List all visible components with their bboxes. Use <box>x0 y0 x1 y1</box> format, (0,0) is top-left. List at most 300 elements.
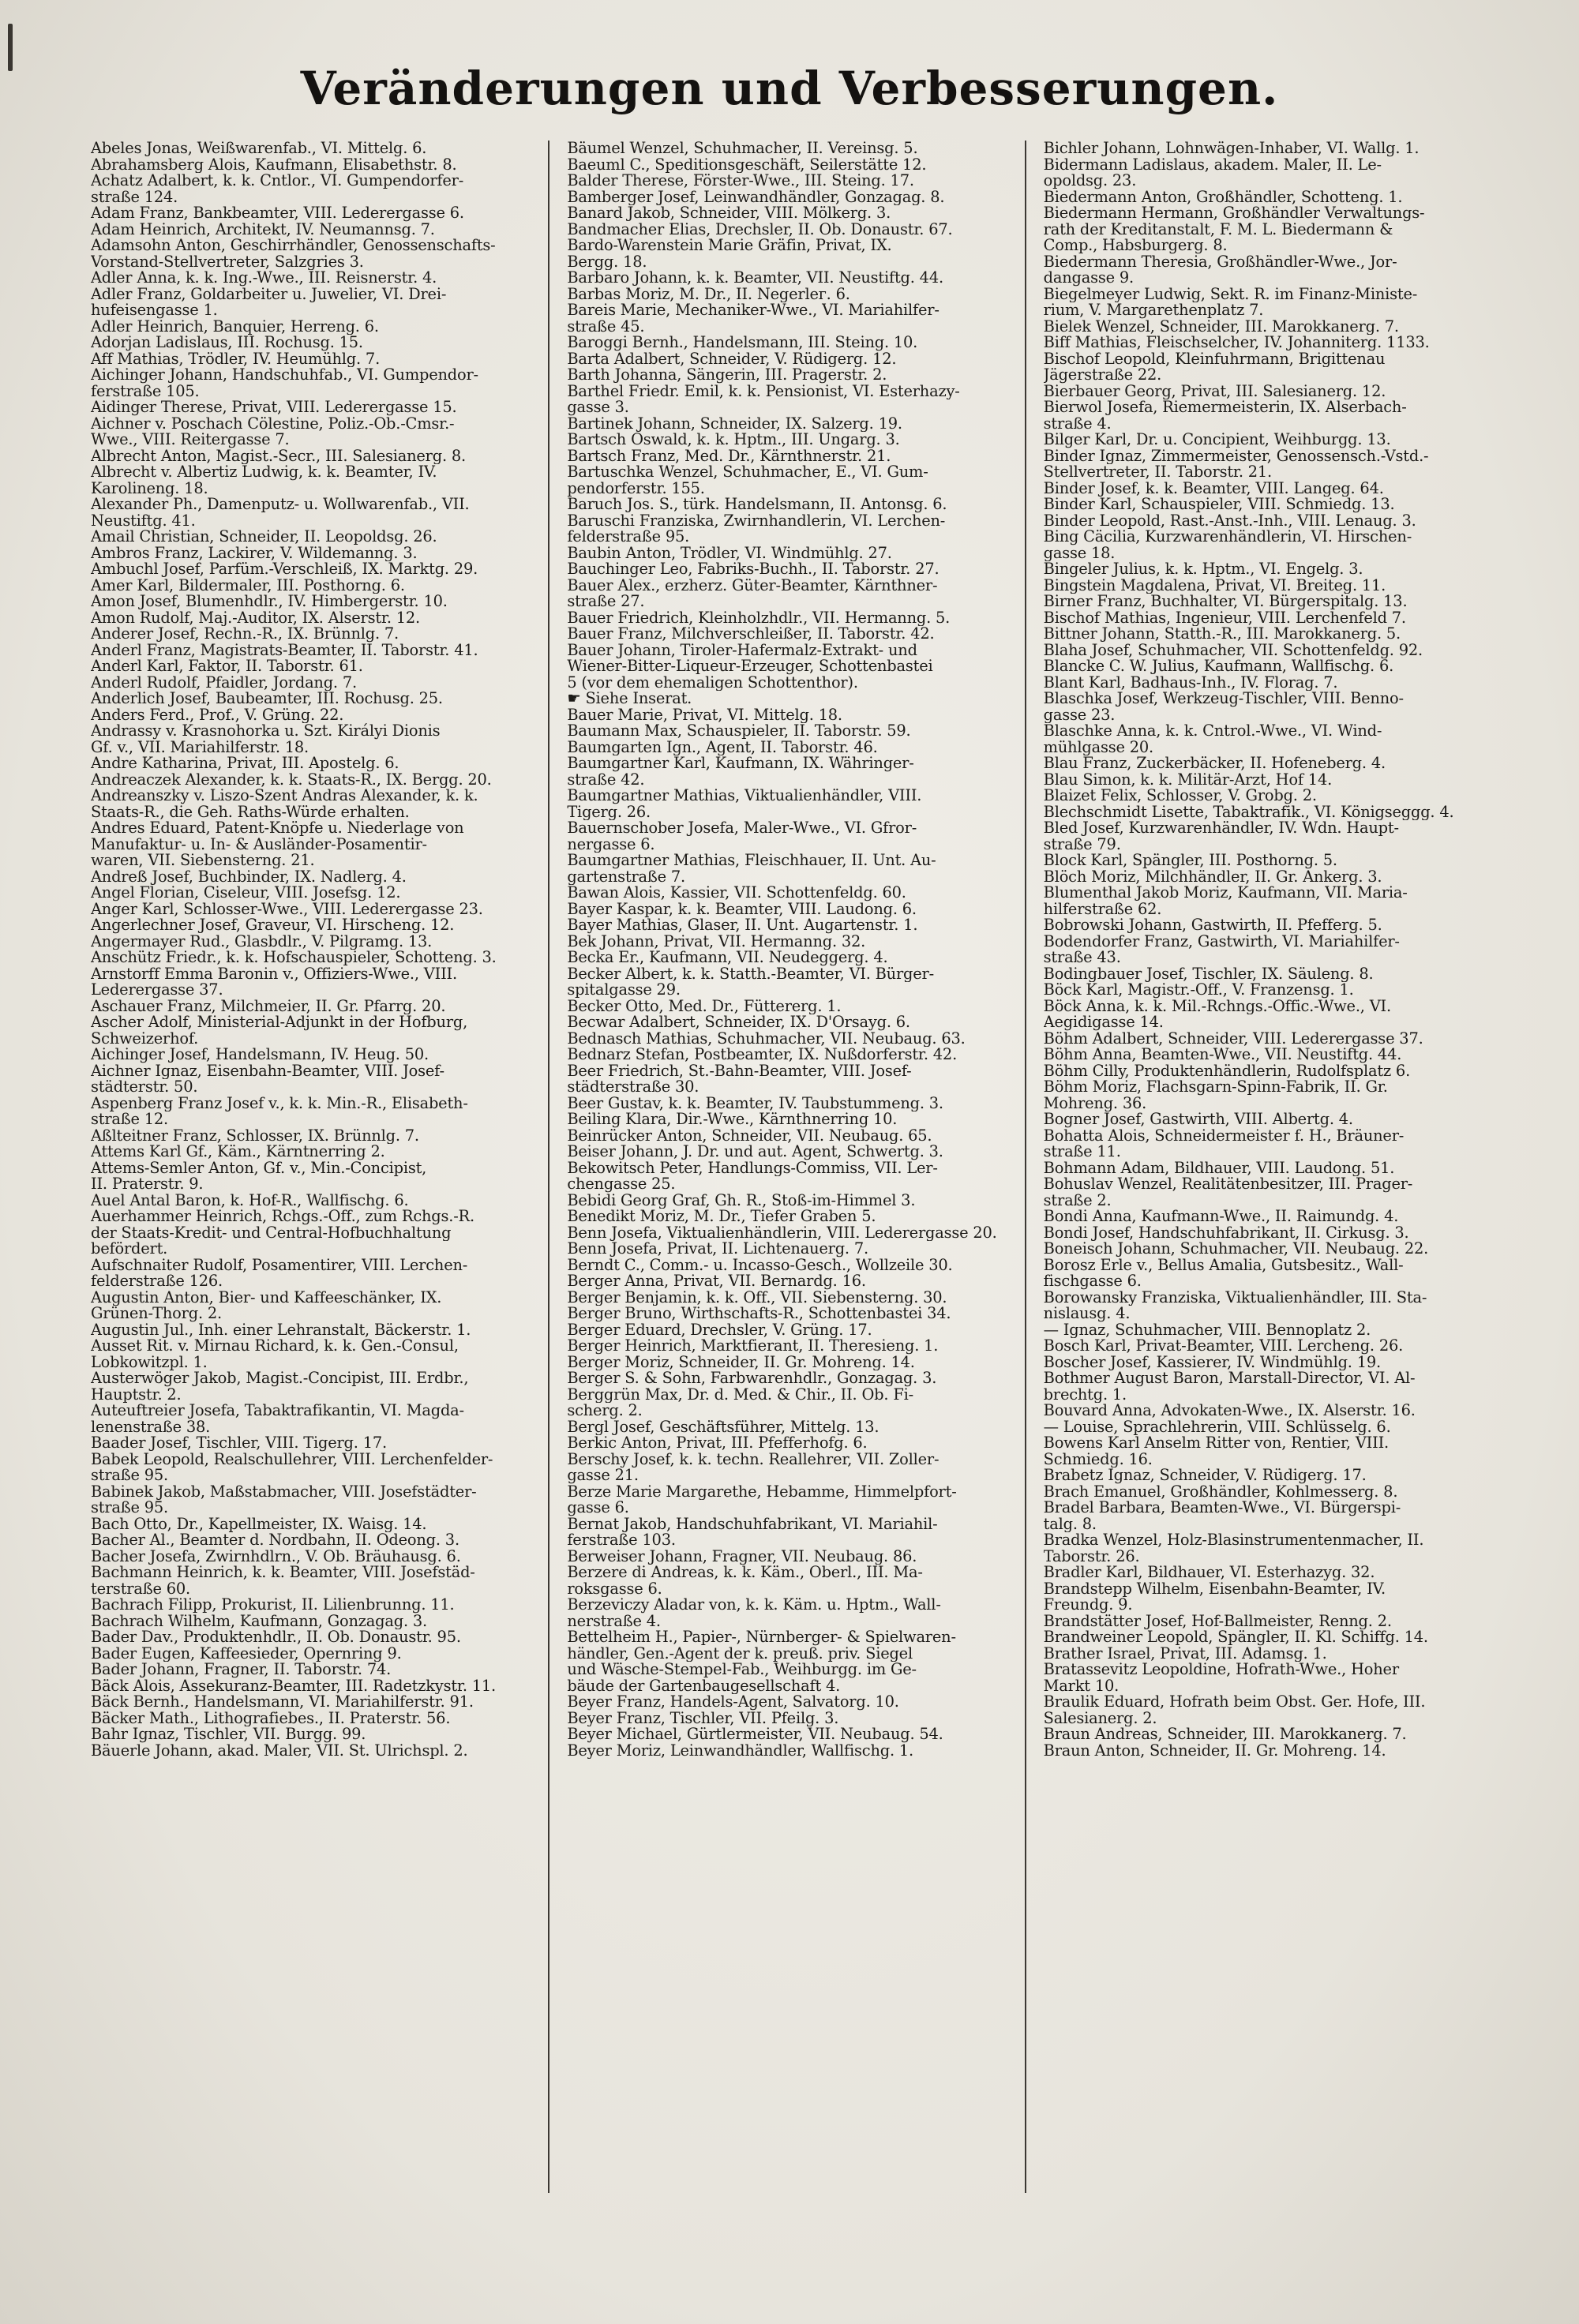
directory-line: Aichner v. Poschach Cölestine, Poliz.-Ob.-Cmsr.- <box>91 415 455 432</box>
directory-line: Berger Benjamin, k. k. Off., VII. Siebensterng. 30. <box>567 1289 947 1306</box>
directory-line: Böck Karl, Magistr.-Off., V. Franzensg. 1. <box>1043 982 1354 999</box>
directory-line: Amer Karl, Bildermaler, III. Posthorng. 6. <box>91 577 405 594</box>
directory-line: Albrecht v. Albertiz Ludwig, k. k. Beamter, IV. <box>91 464 437 481</box>
directory-line: Bled Josef, Kurzwarenhändler, IV. Wdn. Haupt- <box>1043 820 1399 837</box>
directory-line: Beyer Franz, Handels-Agent, Salvatorg. 10. <box>567 1694 899 1711</box>
directory-line: Berger Heinrich, Marktfierant, II. Theresieng. 1. <box>567 1338 939 1355</box>
directory-line: Brather Israel, Privat, III. Adamsg. 1. <box>1043 1645 1327 1662</box>
directory-line: gasse 3. <box>567 399 629 416</box>
directory-line: Berggrün Max, Dr. d. Med. & Chir., II. Ob. Fi- <box>567 1386 913 1403</box>
directory-line: Braun Andreas, Schneider, III. Marokkanerg. 7. <box>1043 1726 1407 1743</box>
directory-line: Abeles Jonas, Weißwarenfab., VI. Mittelg. 6. <box>91 141 427 157</box>
directory-line: Augustin Jul., Inh. einer Lehranstalt, Bäckerstr. 1. <box>91 1321 471 1338</box>
directory-line: Auel Antal Baron, k. Hof-R., Wallfischg. 6. <box>91 1192 409 1209</box>
directory-line: Anger Karl, Schlosser-Wwe., VIII. Lederergasse 23. <box>91 901 483 917</box>
directory-line: Baruch Jos. S., türk. Handelsmann, II. Antonsg. 6. <box>567 497 947 513</box>
directory-line: Berzeviczy Aladar von, k. k. Käm. u. Hptm., Wall- <box>567 1597 941 1614</box>
directory-line: gartenstraße 7. <box>567 868 685 885</box>
directory-line: Bacher Josefa, Zwirnhdlrn., V. Ob. Bräuhausg. 6. <box>91 1548 461 1565</box>
directory-line: Binder Ignaz, Zimmermeister, Genossensch.-Vstd.- <box>1043 448 1429 464</box>
directory-line: straße 124. <box>91 189 178 205</box>
directory-line: Ambuchl Josef, Parfüm.-Verschleiß, IX. Marktg. 29. <box>91 561 478 578</box>
directory-line: Bohuslav Wenzel, Realitätenbesitzer, III. Prager- <box>1043 1176 1413 1193</box>
directory-line: Barbaro Johann, k. k. Beamter, VII. Neustiftg. 44. <box>567 270 943 287</box>
directory-line: Wwe., VIII. Reitergasse 7. <box>91 432 290 448</box>
directory-line: chengasse 25. <box>567 1176 676 1193</box>
directory-line: straße 43. <box>1043 950 1121 966</box>
page-title: Veränderungen und Verbesserungen. <box>300 62 1279 115</box>
directory-line: Becwar Adalbert, Schneider, IX. D'Orsayg. 6. <box>567 1014 910 1031</box>
directory-line: Ausset Rit. v. Mirnau Richard, k. k. Gen.-Consul, <box>91 1338 459 1355</box>
directory-line: Bahr Ignaz, Tischler, VII. Burgg. 99. <box>91 1726 366 1743</box>
directory-line: Beyer Michael, Gürtlermeister, VII. Neubaug. 54. <box>567 1726 943 1743</box>
directory-line: Bingstein Magdalena, Privat, VI. Breiteg. 11. <box>1043 577 1386 594</box>
directory-line: Baumgarten Ign., Agent, II. Taborstr. 46. <box>567 739 878 755</box>
directory-line: Binder Karl, Schauspieler, VIII. Schmiedg. 13. <box>1043 497 1395 513</box>
directory-line: Anderl Karl, Faktor, II. Taborstr. 61. <box>91 658 363 675</box>
directory-line: Angermayer Rud., Glasbdlr., V. Pilgramg. 13. <box>91 933 433 950</box>
directory-line: Auteuftreier Josefa, Tabaktrafikantin, VI. Magda- <box>91 1403 464 1419</box>
directory-line: II. Praterstr. 9. <box>91 1176 204 1193</box>
directory-line: Bobrowski Johann, Gastwirth, II. Pfefferg. 5. <box>1043 917 1382 934</box>
directory-line: Andres Eduard, Patent-Knöpfe u. Niederlage von <box>91 820 464 837</box>
directory-line: Berger Moriz, Schneider, II. Gr. Mohreng. 14. <box>567 1354 915 1370</box>
directory-line: Blau Franz, Zuckerbäcker, II. Hofeneberg. 4. <box>1043 755 1386 772</box>
directory-line: Becker Albert, k. k. Statth.-Beamter, VI. Bürger- <box>567 965 934 982</box>
directory-line: Boneisch Johann, Schuhmacher, VII. Neubaug. 22. <box>1043 1241 1429 1258</box>
directory-line: Blancke C. W. Julius, Kaufmann, Wallfischg. 6. <box>1043 658 1394 675</box>
directory-line: Braulik Eduard, Hofrath beim Obst. Ger. Hofe, III. <box>1043 1694 1426 1711</box>
directory-line: Blumenthal Jakob Moriz, Kaufmann, VII. Maria- <box>1043 885 1408 901</box>
directory-line: Blaha Josef, Schuhmacher, VII. Schottenfeldg. 92. <box>1043 642 1423 658</box>
directory-line: Austerwöger Jakob, Magist.-Concipist, III. Erdbr., <box>91 1370 469 1387</box>
directory-line: Alexander Ph., Damenputz- u. Wollwarenfab., VII. <box>91 497 470 513</box>
directory-line: ferstraße 103. <box>567 1532 676 1549</box>
directory-line: dangasse 9. <box>1043 270 1134 287</box>
directory-line: Amon Josef, Blumenhdlr., IV. Himbergerstr. 10. <box>91 594 448 610</box>
directory-line: Wiener-Bitter-Liqueur-Erzeuger, Schottenbastei <box>567 658 933 675</box>
directory-line: Babinek Jakob, Maßstabmacher, VIII. Josefstädter- <box>91 1483 477 1500</box>
directory-line: Ambros Franz, Lackirer, V. Wildemanng. 3. <box>91 545 418 561</box>
directory-line: Bebidi Georg Graf, Gh. R., Stoß-im-Himmel 3. <box>567 1192 916 1209</box>
directory-line: Taborstr. 26. <box>1043 1548 1140 1565</box>
directory-line: Bartinek Johann, Schneider, IX. Salzerg. 19. <box>567 415 902 432</box>
directory-line: und Wäsche-Stempel-Fab., Weihburgg. im Ge- <box>567 1662 917 1678</box>
directory-line: Bauer Marie, Privat, VI. Mittelg. 18. <box>567 707 842 723</box>
directory-line: Bauer Friedrich, Kleinholzhdlr., VII. Hermanng. 5. <box>567 609 951 626</box>
directory-line: scherg. 2. <box>567 1403 643 1419</box>
directory-line: Babek Leopold, Realschullehrer, VIII. Lerchenfelder- <box>91 1451 493 1467</box>
directory-line: Bäcker Math., Lithografiebes., II. Praterstr. 56. <box>91 1710 451 1726</box>
directory-line: Bosch Karl, Privat-Beamter, VIII. Lercheng. 26. <box>1043 1338 1404 1355</box>
directory-line: Beiling Klara, Dir.-Wwe., Kärnthnerring 10. <box>567 1111 898 1128</box>
directory-line: Adamsohn Anton, Geschirrhändler, Genossenschafts- <box>91 238 496 254</box>
directory-line: Aschauer Franz, Milchmeier, II. Gr. Pfarrg. 20. <box>91 998 446 1014</box>
directory-line: Block Karl, Spängler, III. Posthorng. 5. <box>1043 853 1337 869</box>
column-1 <box>91 141 549 2193</box>
directory-line: Borowansky Franziska, Viktualienhändler, III. Sta- <box>1043 1289 1427 1306</box>
directory-line: Bidermann Ladislaus, akadem. Maler, II. Le- <box>1043 156 1382 173</box>
directory-line: Auerhammer Heinrich, Rchgs.-Off., zum Rchgs.-R. <box>91 1209 474 1225</box>
directory-line: Bodingbauer Josef, Tischler, IX. Säuleng. 8. <box>1043 965 1374 982</box>
directory-line: Barth Johanna, Sängerin, III. Pragerstr. 2. <box>567 367 887 384</box>
directory-line: Bradka Wenzel, Holz-Blasinstrumentenmacher, II. <box>1043 1532 1424 1549</box>
directory-line: Hauptstr. 2. <box>91 1386 182 1403</box>
directory-line: Bierwol Josefa, Riemermeisterin, IX. Alserbach- <box>1043 399 1407 416</box>
directory-line: Anderlich Josef, Baubeamter, III. Rochusg. 25. <box>91 691 443 707</box>
directory-line: Karolineng. 18. <box>91 480 208 497</box>
directory-line: straße 2. <box>1043 1192 1112 1209</box>
directory-line: Biff Mathias, Fleischselcher, IV. Johanniterg. 1133. <box>1043 335 1430 351</box>
directory-line: mühlgasse 20. <box>1043 739 1153 755</box>
directory-line: Bingeler Julius, k. k. Hptm., VI. Engelg. 3. <box>1043 561 1363 578</box>
directory-line: Markt 10. <box>1043 1677 1120 1694</box>
directory-line: gasse 18. <box>1043 545 1116 561</box>
directory-line: Schweizerhof. <box>91 1030 199 1047</box>
directory-line: Andre Katharina, Privat, III. Apostelg. 6. <box>91 755 399 772</box>
directory-line: straße 12. <box>91 1111 169 1128</box>
directory-line: straße 27. <box>567 594 645 610</box>
directory-line: Bernat Jakob, Handschuhfabrikant, VI. Mariahil- <box>567 1516 938 1532</box>
directory-line: Berger S. & Sohn, Farbwarenhdlr., Gonzagag. 3. <box>567 1370 937 1387</box>
directory-line: Aegidigasse 14. <box>1043 1014 1164 1031</box>
directory-line: Berger Eduard, Drechsler, V. Grüng. 17. <box>567 1321 872 1338</box>
directory-line: Anderl Rudolf, Pfaidler, Jordang. 7. <box>91 674 357 691</box>
directory-line: pendorferstr. 155. <box>567 480 705 497</box>
directory-line: Baubin Anton, Trödler, VI. Windmühlg. 27. <box>567 545 892 561</box>
directory-line: Berkic Anton, Privat, III. Pfefferhofg. 6. <box>567 1435 868 1452</box>
directory-line: Anderl Franz, Magistrats-Beamter, II. Taborstr. 41. <box>91 642 478 658</box>
directory-line: Biegelmeyer Ludwig, Sekt. R. im Finanz-Ministe- <box>1043 286 1418 302</box>
directory-line: Blechschmidt Lisette, Tabaktrafik., VI. Königseggg. 4. <box>1043 804 1454 820</box>
directory-line: Lederergasse 37. <box>91 982 223 999</box>
directory-line: Beer Gustav, k. k. Beamter, IV. Taubstummeng. 3. <box>567 1095 943 1111</box>
directory-line: Bachrach Wilhelm, Kaufmann, Gonzagag. 3. <box>91 1613 427 1629</box>
directory-line: Tigerg. 26. <box>567 804 651 820</box>
directory-line: Blaizet Felix, Schlosser, V. Grobg. 2. <box>1043 788 1317 804</box>
directory-line: Beiser Johann, J. Dr. und aut. Agent, Schwertg. 3. <box>567 1144 943 1160</box>
directory-line: Beyer Franz, Tischler, VII. Pfeilg. 3. <box>567 1710 839 1726</box>
directory-line: Aichner Ignaz, Eisenbahn-Beamter, VIII. Josef- <box>91 1063 444 1079</box>
directory-line: Benedikt Moriz, M. Dr., Tiefer Graben 5. <box>567 1209 876 1225</box>
directory-line: Grünen-Thorg. 2. <box>91 1306 222 1322</box>
directory-line: Adler Franz, Goldarbeiter u. Juwelier, VI. Drei- <box>91 286 447 302</box>
directory-line: ☛ Siehe Inserat. <box>567 691 692 707</box>
directory-line: Bielek Wenzel, Schneider, III. Marokkanerg. 7. <box>1043 318 1399 335</box>
directory-line: straße 79. <box>1043 836 1121 853</box>
directory-line: gasse 21. <box>567 1467 639 1484</box>
directory-line: Staats-R., die Geh. Raths-Würde erhalten. <box>91 804 410 820</box>
directory-line: Boscher Josef, Kassierer, IV. Windmühlg. 19. <box>1043 1354 1381 1370</box>
directory-line: Blaschke Anna, k. k. Cntrol.-Wwe., VI. Wind- <box>1043 723 1382 740</box>
directory-line: Gf. v., VII. Mariahilferstr. 18. <box>91 739 309 755</box>
directory-line: Amon Rudolf, Maj.-Auditor, IX. Alserstr. 12. <box>91 609 421 626</box>
directory-line: felderstraße 126. <box>91 1273 223 1290</box>
directory-line: städterstraße 30. <box>567 1079 699 1096</box>
column-2 <box>567 141 1026 2193</box>
directory-line: Braun Anton, Schneider, II. Gr. Mohreng. 14. <box>1043 1742 1386 1759</box>
directory-line: Achatz Adalbert, k. k. Cntlor., VI. Gumpendorfer- <box>91 173 464 189</box>
directory-line: straße 11. <box>1043 1144 1121 1160</box>
directory-line: Banard Jakob, Schneider, VIII. Mölkerg. 3. <box>567 205 891 222</box>
directory-line: Aichinger Josef, Handelsmann, IV. Heug. 50. <box>91 1047 429 1063</box>
directory-line: Bischof Mathias, Ingenieur, VIII. Lerchenfeld 7. <box>1043 609 1406 626</box>
directory-line: Neustiftg. 41. <box>91 512 196 529</box>
directory-line: brechtg. 1. <box>1043 1386 1127 1403</box>
directory-line: Barta Adalbert, Schneider, V. Rüdigerg. 12. <box>567 350 897 367</box>
directory-line: Aff Mathias, Trödler, IV. Heumühlg. 7. <box>91 350 381 367</box>
directory-line: Aufschnaiter Rudolf, Posamentirer, VIII. Lerchen- <box>91 1257 468 1273</box>
directory-line: Bauernschober Josefa, Maler-Wwe., VI. Gfror- <box>567 820 917 837</box>
directory-line: Attems Karl Gf., Käm., Kärntnerring 2. <box>91 1144 385 1160</box>
directory-line: 5 (vor dem ehemaligen Schottenthor). <box>567 674 858 691</box>
directory-line: Brabetz Ignaz, Schneider, V. Rüdigerg. 17. <box>1043 1467 1367 1484</box>
directory-line: Bardo-Warenstein Marie Gräfin, Privat, IX. <box>567 238 892 254</box>
directory-line: Bittner Johann, Statth.-R., III. Marokkanerg. 5. <box>1043 626 1401 643</box>
directory-line: Bettelheim H., Papier-, Nürnberger- & Spielwaren- <box>567 1629 956 1646</box>
directory-line: Beyer Moriz, Leinwandhändler, Wallfischg. 1. <box>567 1742 913 1759</box>
directory-line: Bawan Alois, Kassier, VII. Schottenfeldg. 60. <box>567 885 906 901</box>
directory-line: Berger Anna, Privat, VII. Bernardg. 16. <box>567 1273 866 1290</box>
directory-line: straße 42. <box>567 771 645 788</box>
directory-line: Bamberger Josef, Leinwandhändler, Gonzagag. 8. <box>567 189 945 205</box>
directory-line: Bauer Alex., erzherz. Güter-Beamter, Kärnthner- <box>567 577 938 594</box>
directory-line: Beer Friedrich, St.-Bahn-Beamter, VIII. Josef- <box>567 1063 912 1079</box>
directory-line: felderstraße 95. <box>567 529 690 545</box>
directory-line: Baumgartner Mathias, Viktualienhändler, VIII. <box>567 788 922 804</box>
directory-line: spitalgasse 29. <box>567 982 681 999</box>
directory-line: Biedermann Hermann, Großhändler Verwaltungs- <box>1043 205 1425 222</box>
directory-line: Albrecht Anton, Magist.-Secr., III. Salesianerg. 8. <box>91 448 466 464</box>
directory-line: Baumann Max, Schauspieler, II. Taborstr. 59. <box>567 723 911 740</box>
directory-line: Biedermann Anton, Großhändler, Schotteng. 1. <box>1043 189 1403 205</box>
directory-line: Balder Therese, Förster-Wwe., III. Steing. 17. <box>567 173 914 189</box>
directory-line: Adam Franz, Bankbeamter, VIII. Lederergasse 6. <box>91 205 464 222</box>
directory-line: Stellvertreter, II. Taborstr. 21. <box>1043 464 1273 481</box>
directory-line: händler, Gen.-Agent der k. preuß. priv. Siegel <box>567 1645 913 1662</box>
directory-line: Andrassy v. Krasnohorka u. Szt. Királyi Dionis <box>91 723 441 740</box>
directory-line: Bohatta Alois, Schneidermeister f. H., Bräuner- <box>1043 1127 1405 1144</box>
directory-line: Berger Bruno, Wirthschafts-R., Schottenbastei 34. <box>567 1306 951 1322</box>
directory-line: Bäumel Wenzel, Schuhmacher, II. Vereinsg. 5. <box>567 141 918 157</box>
directory-line: Andreanszky v. Liszo-Szent Andras Alexander, k. k. <box>91 788 478 804</box>
directory-line: Schmiedg. 16. <box>1043 1451 1153 1467</box>
directory-line: Bader Eugen, Kaffeesieder, Opernring 9. <box>91 1645 402 1662</box>
directory-line: Bayer Mathias, Glaser, II. Unt. Augartenstr. 1. <box>567 917 918 934</box>
directory-line: Bergl Josef, Geschäftsführer, Mittelg. 13. <box>567 1419 880 1435</box>
directory-line: Arnstorff Emma Baronin v., Offiziers-Wwe., VIII. <box>91 965 457 982</box>
directory-line: Berschy Josef, k. k. techn. Reallehrer, VII. Zoller- <box>567 1451 940 1467</box>
directory-line: Bach Otto, Dr., Kapellmeister, IX. Waisg. 14. <box>91 1516 427 1532</box>
directory-line: Bartuschka Wenzel, Schuhmacher, E., VI. Gum- <box>567 464 928 481</box>
directory-line: Andreaczek Alexander, k. k. Staats-R., IX. Bergg. 20. <box>91 771 492 788</box>
directory-line: Baumgartner Karl, Kaufmann, IX. Währinger- <box>567 755 914 772</box>
directory-line: Bednasch Mathias, Schuhmacher, VII. Neubaug. 63. <box>567 1030 966 1047</box>
directory-line: Blau Simon, k. k. Militär-Arzt, Hof 14. <box>1043 771 1333 788</box>
directory-line: Barthel Friedr. Emil, k. k. Pensionist, VI. Esterhazy- <box>567 383 960 399</box>
directory-line: Brandweiner Leopold, Spängler, II. Kl. Schiffg. 14. <box>1043 1629 1428 1646</box>
directory-line: Bayer Kaspar, k. k. Beamter, VIII. Laudong. 6. <box>567 901 917 917</box>
directory-line: lenenstraße 38. <box>91 1419 211 1435</box>
directory-line: Bouvard Anna, Advokaten-Wwe., IX. Alserstr. 16. <box>1043 1403 1416 1419</box>
directory-line: Aidinger Therese, Privat, VIII. Lederergasse 15. <box>91 399 457 416</box>
directory-line: Abrahamsberg Alois, Kaufmann, Elisabethstr. 8. <box>91 156 457 173</box>
directory-line: Baader Josef, Tischler, VIII. Tigerg. 17. <box>91 1435 387 1452</box>
directory-line: Bichler Johann, Lohnwägen-Inhaber, VI. Wallg. 1. <box>1043 141 1420 157</box>
directory-line: Borosz Erle v., Bellus Amalia, Gutsbesitz., Wall- <box>1043 1257 1404 1273</box>
directory-line: Amail Christian, Schneider, II. Leopoldsg. 26. <box>91 529 437 545</box>
directory-line: Bondi Josef, Handschuhfabrikant, II. Cirkusg. 3. <box>1043 1224 1409 1241</box>
directory-line: Bondi Anna, Kaufmann-Wwe., II. Raimundg. 4. <box>1043 1209 1399 1225</box>
directory-line: Adorjan Ladislaus, III. Rochusg. 15. <box>91 335 363 351</box>
directory-line: Bilger Karl, Dr. u. Concipient, Weihburgg. 13. <box>1043 432 1391 448</box>
directory-line: Bischof Leopold, Kleinfuhrmann, Brigittenau <box>1043 350 1386 367</box>
directory-line: Binder Josef, k. k. Beamter, VIII. Langeg. 64. <box>1043 480 1384 497</box>
directory-line: Birner Franz, Buchhalter, VI. Bürgerspitalg. 13. <box>1043 594 1408 610</box>
directory-line: rium, V. Margarethenplatz 7. <box>1043 302 1264 319</box>
directory-line: Jägerstraße 22. <box>1043 367 1162 384</box>
directory-line: roksgasse 6. <box>567 1580 662 1597</box>
directory-line: Bauer Johann, Tiroler-Hafermalz-Extrakt- und <box>567 642 917 658</box>
directory-line: Aßlteitner Franz, Schlosser, IX. Brünnlg. 7. <box>91 1127 419 1144</box>
directory-line: Anderer Josef, Rechn.-R., IX. Brünnlg. 7. <box>91 626 399 643</box>
directory-line: Berzere di Andreas, k. k. Käm., Oberl., III. Ma- <box>567 1565 923 1581</box>
directory-line: Barbas Moriz, M. Dr., II. Negerlег. 6. <box>567 286 850 302</box>
directory-line: Benn Josefa, Viktualienhändlerin, VIII. Lederergasse 20. <box>567 1224 997 1241</box>
directory-line: opoldsg. 23. <box>1043 173 1137 189</box>
directory-line: Blant Karl, Badhaus-Inh., IV. Florag. 7. <box>1043 674 1338 691</box>
directory-line: Baeuml C., Speditionsgeschäft, Seilerstätte 12. <box>567 156 927 173</box>
directory-line: Comp., Habsburgerg. 8. <box>1043 238 1228 254</box>
directory-line: Berze Marie Margarethe, Hebamme, Himmelpfort- <box>567 1483 957 1500</box>
directory-line: Bogner Josef, Gastwirth, VIII. Albertg. 4. <box>1043 1111 1353 1128</box>
directory-line: nerstraße 4. <box>567 1613 661 1629</box>
directory-line: straße 95. <box>91 1500 169 1516</box>
directory-line: Angel Florian, Ciseleur, VIII. Josefsg. 12. <box>91 885 401 901</box>
directory-line: waren, VII. Siebensterng. 21. <box>91 853 315 869</box>
directory-line: Bradel Barbara, Beamten-Wwe., VI. Bürgerspi- <box>1043 1500 1401 1516</box>
directory-line: Bartsch Franz, Med. Dr., Kärnthnerstr. 21. <box>567 448 891 464</box>
directory-line: Bek Johann, Privat, VII. Hermanng. 32. <box>567 933 866 950</box>
directory-line: Bothmer August Baron, Marstall-Director, VI. Al- <box>1043 1370 1416 1387</box>
directory-line: Bierbauer Georg, Privat, III. Salesianerg. 12. <box>1043 383 1386 399</box>
directory-line: befördert. <box>91 1241 168 1258</box>
directory-line: Aichinger Johann, Handschuhfab., VI. Gumpendor- <box>91 367 478 384</box>
directory-line: Bareis Marie, Mechaniker-Wwe., VI. Mariahilfer- <box>567 302 940 319</box>
directory-line: Adam Heinrich, Architekt, IV. Neumannsg. 7. <box>91 221 435 238</box>
directory-line: Bradler Karl, Bildhauer, VI. Esterhazyg. 32. <box>1043 1565 1375 1581</box>
directory-line: Böhm Moriz, Flachsgarn-Spinn-Fabrik, II. Gr. <box>1043 1079 1388 1096</box>
directory-line: Manufaktur- u. In- & Ausländer-Posamentir- <box>91 836 427 853</box>
directory-line: Brandstätter Josef, Hof-Ballmeister, Renng. 2. <box>1043 1613 1392 1629</box>
directory-line: Bader Johann, Fragner, II. Taborstr. 74. <box>91 1662 392 1678</box>
directory-line: Baumgartner Mathias, Fleischhauer, II. Unt. Au- <box>567 853 936 869</box>
directory-line: Böck Anna, k. k. Mil.-Rchngs.-Offic.-Wwe., VI. <box>1043 998 1391 1014</box>
directory-line: Brandstepp Wilhelm, Eisenbahn-Beamter, IV. <box>1043 1580 1386 1597</box>
directory-line: Bäck Bernh., Handelsmann, VI. Mariahilferstr. 91. <box>91 1694 474 1711</box>
directory-line: Blöch Moriz, Milchhändler, II. Gr. Ankerg. 3. <box>1043 868 1382 885</box>
directory-line: Blaschka Josef, Werkzeug-Tischler, VIII. Benno- <box>1043 691 1404 707</box>
directory-line: nislausg. 4. <box>1043 1306 1131 1322</box>
directory-line: Anders Ferd., Prof., V. Grüng. 22. <box>91 707 344 723</box>
column-3 <box>1044 141 1496 2193</box>
directory-line: straße 4. <box>1043 415 1112 432</box>
directory-line: Bekowitsch Peter, Handlungs-Commiss, VII. Ler- <box>567 1160 938 1176</box>
directory-line: — Ignaz, Schuhmacher, VIII. Bennoplatz 2. <box>1043 1321 1371 1338</box>
directory-line: ferstraße 105. <box>91 383 200 399</box>
directory-line: Baruschi Franziska, Zwirnhandlerin, VI. Lerchen- <box>567 512 946 529</box>
directory-line: Beinrücker Anton, Schneider, VII. Neubaug. 65. <box>567 1127 932 1144</box>
directory-line: Bartsch Oswald, k. k. Hptm., III. Ungarg. 3. <box>567 432 900 448</box>
directory-line: Binder Leopold, Rast.-Anst.-Inh., VIII. Lenaug. 3. <box>1043 512 1416 529</box>
directory-line: Bacher Al., Beamter d. Nordbahn, II. Odeong. 3. <box>91 1532 459 1549</box>
directory-line: Berweiser Johann, Fragner, VII. Neubaug. 86. <box>567 1548 917 1565</box>
directory-line: Anschütz Friedr., k. k. Hofschauspieler, Schotteng. 3. <box>91 950 497 966</box>
directory-line: talg. 8. <box>1043 1516 1097 1532</box>
directory-line: Becker Otto, Med. Dr., Füttererg. 1. <box>567 998 842 1014</box>
directory-line: Ascher Adolf, Ministerial-Adjunkt in der Hofburg, <box>91 1014 468 1031</box>
directory-line: Bratassevitz Leopoldine, Hofrath-Wwe., Hoher <box>1043 1662 1399 1678</box>
directory-line: Baroggi Bernh., Handelsmann, III. Steing. 10. <box>567 335 918 351</box>
directory-line: Bing Cäcilia, Kurzwarenhändlerin, VI. Hirschen- <box>1043 529 1412 545</box>
directory-line: straße 95. <box>91 1467 169 1484</box>
directory-line: Becka Er., Kaufmann, VII. Neudeggerg. 4. <box>567 950 888 966</box>
directory-line: Bednarz Stefan, Postbeamter, IX. Nußdorferstr. 42. <box>567 1047 958 1063</box>
directory-line: Adler Anna, k. k. Ing.-Wwe., III. Reisnerstr. 4. <box>91 270 437 287</box>
directory-line: Andreß Josef, Buchbinder, IX. Nadlerg. 4. <box>91 868 407 885</box>
directory-line: Vorstand-Stellvertreter, Salzgries 3. <box>91 253 364 270</box>
directory-line: Angerlechner Josef, Graveur, VI. Hirscheng. 12. <box>91 917 455 934</box>
directory-line: Adler Heinrich, Banquier, Herreng. 6. <box>91 318 379 335</box>
directory-line: Bauer Franz, Milchverschleißer, II. Taborstr. 42. <box>567 626 935 643</box>
directory-line: Bohmann Adam, Bildhauer, VIII. Laudong. 51. <box>1043 1160 1395 1176</box>
directory-line: Benn Josefa, Privat, II. Lichtenauerg. 7. <box>567 1241 868 1258</box>
directory-line: Mohreng. 36. <box>1043 1095 1147 1111</box>
directory-line: Brach Emanuel, Großhändler, Kohlmesserg. 8. <box>1043 1483 1398 1500</box>
directory-line: Bader Dav., Produktenhdlr., II. Ob. Donaustr. 95. <box>91 1629 461 1646</box>
directory-line: Bachmann Heinrich, k. k. Beamter, VIII. Josefstäd- <box>91 1565 475 1581</box>
directory-line: Bergg. 18. <box>567 253 647 270</box>
directory-line: Bachrach Filipp, Prokurist, II. Lilienbrunng. 11. <box>91 1597 455 1614</box>
directory-line: Berndt C., Comm.- u. Incasso-Gesch., Wollzeile 30. <box>567 1257 953 1273</box>
directory-line: fischgasse 6. <box>1043 1273 1142 1290</box>
directory-line: Bäuerle Johann, akad. Maler, VII. St. Ulrichspl. 2. <box>91 1742 468 1759</box>
directory-line: Böhm Cilly, Produktenhändlerin, Rudolfsplatz 6. <box>1043 1063 1411 1079</box>
directory-line: hilferstraße 62. <box>1043 901 1162 917</box>
directory-line: nergasse 6. <box>567 836 655 853</box>
directory-line: Böhm Adalbert, Schneider, VIII. Lederergasse 37. <box>1043 1030 1423 1047</box>
directory-columns <box>91 141 1496 2193</box>
directory-line: Lobkowitzpl. 1. <box>91 1354 208 1370</box>
directory-line: gasse 23. <box>1043 707 1116 723</box>
directory-line: der Staats-Kredit- und Central-Hofbuchhaltung <box>91 1224 452 1241</box>
directory-line: Bodendorfer Franz, Gastwirth, VI. Mariahilfer- <box>1043 933 1400 950</box>
directory-line: Augustin Anton, Bier- und Kaffeeschänker, IX. <box>91 1289 442 1306</box>
directory-line: Attems-Semler Anton, Gf. v., Min.-Concipist, <box>91 1160 427 1176</box>
directory-line: Bäck Alois, Assekuranz-Beamter, III. Radetzkystr. 11. <box>91 1677 497 1694</box>
directory-line: Biedermann Theresia, Großhändler-Wwe., Jor- <box>1043 253 1397 270</box>
directory-line: Aspenberg Franz Josef v., k. k. Min.-R., Elisabeth- <box>91 1095 468 1111</box>
directory-line: Bowens Karl Anselm Ritter von, Rentier, VIII. <box>1043 1435 1389 1452</box>
directory-line: städterstr. 50. <box>91 1079 198 1096</box>
directory-line: straße 45. <box>567 318 645 335</box>
directory-line: Böhm Anna, Beamten-Wwe., VII. Neustiftg. 44. <box>1043 1047 1402 1063</box>
directory-line: — Louise, Sprachlehrerin, VIII. Schlüsselg. 6. <box>1043 1419 1391 1435</box>
directory-line: terstraße 60. <box>91 1580 190 1597</box>
directory-line: Salesianerg. 2. <box>1043 1710 1157 1726</box>
directory-line: gasse 6. <box>567 1500 629 1516</box>
directory-line: rath der Kreditanstalt, F. M. L. Biedermann & <box>1043 221 1393 238</box>
